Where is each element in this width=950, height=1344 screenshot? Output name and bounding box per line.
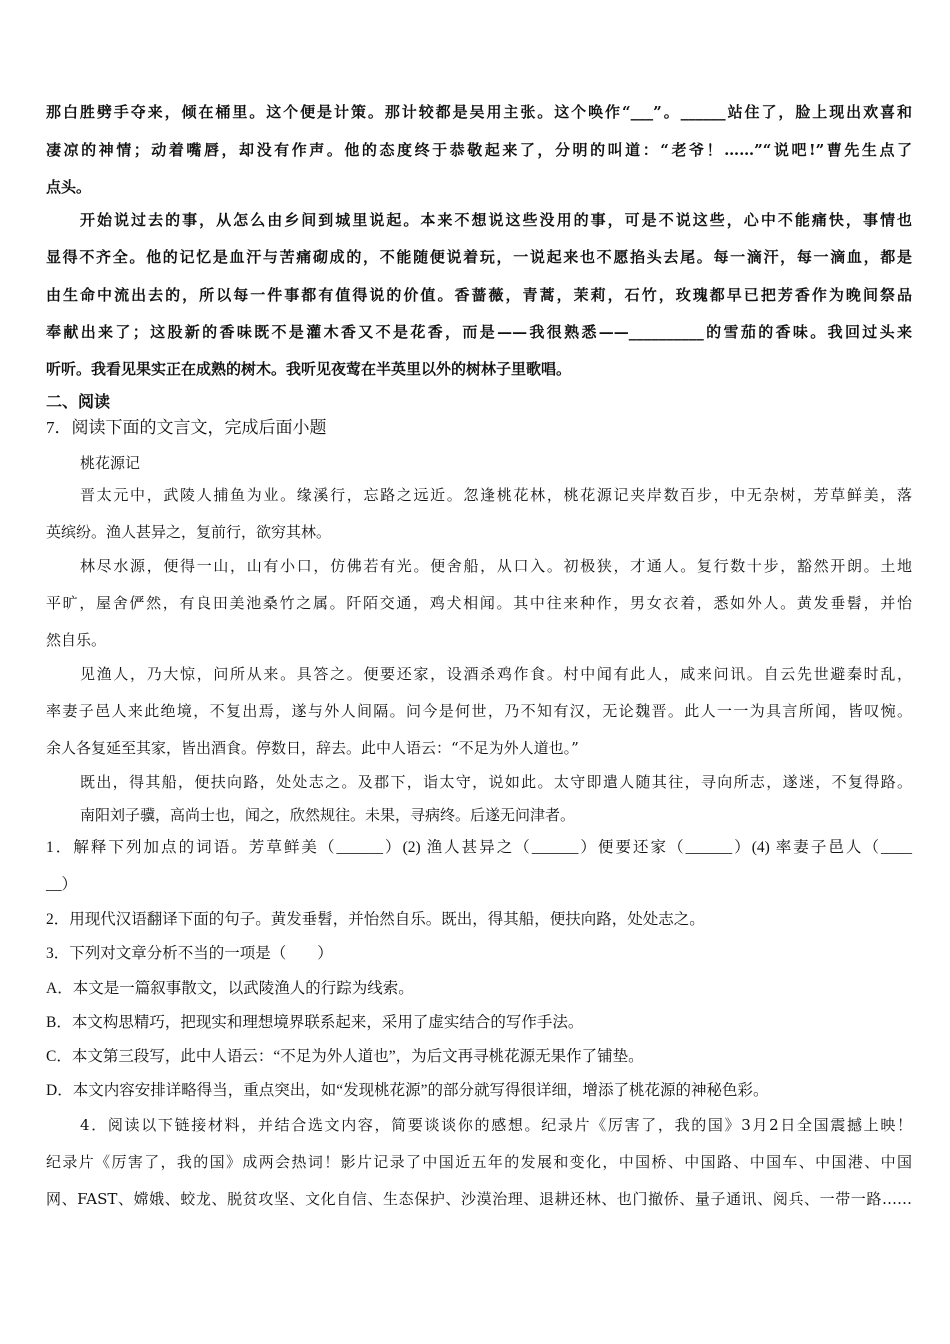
essay-title: 桃花源记 [80, 454, 141, 472]
option-a: A．本文是一篇叙事散文，以武陵渔人的行踪为线索。 [46, 980, 414, 997]
essay-line: 余人各复延至其家，皆出酒食。停数日，辞去。此中人语云：“不足为外人道也。” [46, 739, 579, 757]
question-4-line: 纪录片《厉害了，我的国》成两会热词！影片记录了中国近五年的发展和变化，中国桥、中国路、中国车、中国港、中国 [46, 1153, 912, 1171]
essay-line: 南阳刘子骥，高尚士也，闻之，欣然规往。未果，寻病终。后遂无问津者。 [80, 806, 576, 824]
passage1-line: 听听。我看见果实正在成熟的树木。我听见夜莺在半英里以外的树林子里歌唱。 [46, 360, 572, 378]
essay-line: 见渔人，乃大惊，问所从来。具答之。便要还家，设酒杀鸡作食。村中闻有此人，咸来问讯。自云先世避秦时乱， [80, 665, 912, 683]
passage1-line: 凄凉的神情；动着嘴唇，却没有作声。他的态度终于恭敬起来了，分明的叫道：“老爷！……”“说吧!”曹先生点了 [46, 141, 912, 159]
question-2: 2．用现代汉语翻译下面的句子。黄发垂髫，并怡然自乐。既出，得其船，便扶向路，处处志之。 [46, 911, 705, 928]
essay-line: 晋太元中，武陵人捕鱼为业。缘溪行，忘路之远近。忽逢桃花林，桃花源记夹岸数百步，中无杂树，芳草鲜美，落 [80, 486, 912, 504]
section-heading: 二、阅读 [46, 394, 111, 411]
option-d: D．本文内容安排详略得当，重点突出，如“发现桃花源”的部分就写得很详细，增添了桃花源的神秘色彩。 [46, 1082, 769, 1099]
essay-line: 英缤纷。渔人甚异之，复前行，欲穷其林。 [46, 523, 332, 541]
question-4-line: 4．阅读以下链接材料，并结合选文内容，简要谈谈你的感想。纪录片《厉害了，我的国》3月2日全国震撼上映！ [80, 1116, 912, 1134]
question-3: 3．下列对文章分析不当的一项是（ ） [46, 945, 333, 962]
essay-line: 平旷，屋舍俨然，有良田美池桑竹之属。阡陌交通，鸡犬相闻。其中往来种作，男女衣着，悉如外人。黄发垂髫，并怡 [46, 594, 912, 612]
question-7-prompt: 7．阅读下面的文言文，完成后面小题 [46, 418, 327, 437]
passage1-line: 点头。 [46, 178, 92, 196]
passage1-line: 开始说过去的事，从怎么由乡间到城里说起。本来不想说这些没用的事，可是不说这些，心中不能痛快，事情也 [80, 211, 912, 229]
essay-line: 然自乐。 [46, 631, 107, 649]
option-b: B．本文构思精巧，把现实和理想境界联系起来，采用了虚实结合的写作手法。 [46, 1014, 584, 1031]
passage1-line: 显得不齐全。他的记忆是血汗与苦痛砌成的，不能随便说着玩，一说起来也不愿掐头去尾。每一滴汗，每一滴血，都是 [46, 248, 912, 266]
essay-line: 林尽水源，便得一山，山有小口，仿佛若有光。便舍船，从口入。初极狭，才通人。复行数十步，豁然开朗。土地 [80, 557, 912, 575]
question-4-line: 网、FAST、嫦娥、蛟龙、脱贫攻坚、文化自信、生态保护、沙漠治理、退耕还林、也门撤侨、量子通讯、阅兵、一带一路…… [46, 1190, 912, 1208]
essay-line: 率妻子邑人来此绝境，不复出焉，遂与外人间隔。问今是何世，乃不知有汉，无论魏晋。此人一一为具言所闻，皆叹惋。 [46, 702, 912, 720]
question-1: 1．解释下列加点的词语。芳草鲜美（______）(2) 渔人甚异之（______）便要还家（______）(4) 率妻子邑人（____ [46, 839, 912, 856]
passage1-line: 由生命中流出去的，所以每一件事都有值得说的价值。香蔷薇，青蒿，茉莉，石竹，玫瑰都早已把芳香作为晚间祭品 [46, 286, 912, 304]
question-1-continued: __） [46, 876, 78, 893]
essay-line: 既出，得其船，便扶向路，处处志之。及郡下，诣太守，说如此。太守即遣人随其往，寻向所志，遂迷，不复得路。 [80, 773, 912, 791]
passage1-line: 奉献出来了；这股新的香味既不是灌木香又不是花香，而是——我很熟悉——__________的雪茄的香味。我回过头来 [46, 323, 912, 341]
passage1-line: 那白胜劈手夺来，倾在桶里。这个便是计策。那计较都是吴用主张。这个唤作“___”。______站住了，脸上现出欢喜和 [46, 103, 912, 121]
option-c: C．本文第三段写，此中人语云：“不足为外人道也”，为后文再寻桃花源无果作了铺垫。 [46, 1048, 644, 1065]
